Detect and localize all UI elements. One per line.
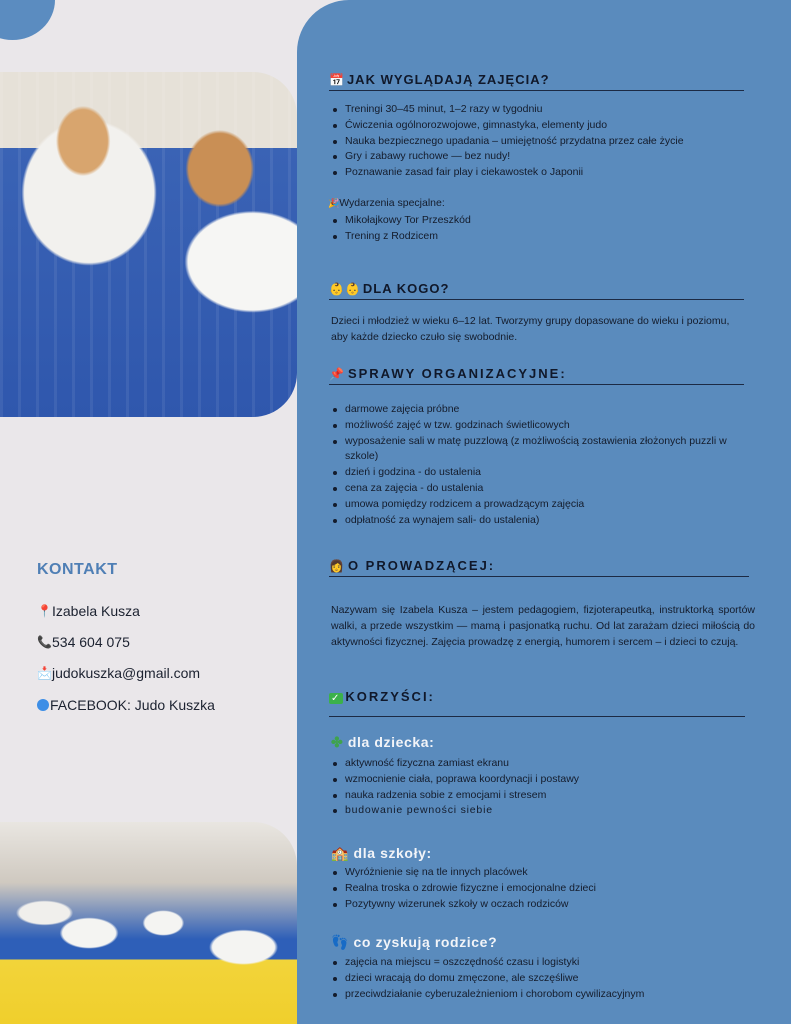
lessons-heading: [329, 72, 744, 91]
events-label-text: Wydarzenia specjalne:: [339, 197, 445, 209]
child-benefits-list: [331, 756, 751, 819]
calendar-icon: 📅: [329, 73, 345, 87]
list-item: Treningi 30–45 minut, 1–2 razy w tygodniu: [331, 102, 751, 118]
list-item: nauka radzenia sobie z emocjami i stresem: [331, 788, 751, 804]
phone-icon: 📞: [37, 635, 52, 649]
list-item: odpłatność za wynajem sali- do ustalenia): [331, 513, 731, 529]
pushpin-icon: 📌: [329, 367, 346, 381]
benefits-heading-text: KORZYŚCI:: [345, 689, 435, 704]
clover-icon: ✤: [331, 734, 344, 750]
list-item: Ćwiczenia ogólnorozwojowe, gimnastyka, elementy judo: [331, 118, 751, 134]
party-popper-icon: 🎉: [328, 198, 340, 208]
list-item: wzmocnienie ciała, poprawa koordynacji i postawy: [331, 772, 751, 788]
check-icon: ✓: [331, 693, 342, 704]
child-benefits-heading: [331, 734, 434, 751]
list-item: możliwość zajęć w tzw. godzinach świetlicowych: [331, 418, 731, 434]
school-benefits-list: [331, 865, 751, 912]
children-icon: 👶👶: [329, 282, 361, 296]
instructor-text: Nazywam się Izabela Kusza – jestem pedagogiem, fizjoterapeutką, instruktorką sportów walki, a przede wszystkim — mamą i pasjonatką ruchu. Od lat zarażam dzieci miłością do aktywności fizycznej. Zajęcia prowadzę z energią, humorem i sercem – i dzieci to czują.: [331, 604, 755, 648]
child-benefits-heading-text: dla dziecka:: [347, 734, 435, 750]
woman-icon: 👩: [329, 559, 346, 573]
contact-facebook[interactable]: [37, 697, 215, 713]
list-item: umowa pomiędzy rodzicem a prowadzącym zajęcia: [331, 497, 731, 513]
list-item: Pozytywny wizerunek szkoły w oczach rodziców: [331, 897, 751, 913]
parents-benefits-heading-text: co zyskują rodzice?: [353, 934, 498, 950]
benefits-heading: [329, 689, 745, 717]
instructor-heading: [329, 558, 749, 577]
contact-name-text: Izabela Kusza: [52, 603, 140, 619]
list-item: dzień i godzina - do ustalenia: [331, 465, 731, 481]
decorative-corner-shape: [0, 0, 55, 40]
list-item: budowanie pewności siebie: [331, 803, 751, 819]
organization-list: [331, 402, 731, 528]
list-item: Nauka bezpiecznego upadania – umiejętność przydatna przez całe życie: [331, 134, 751, 150]
audience-heading-text: DLA KOGO?: [362, 281, 450, 296]
list-item: Gry i zabawy ruchowe — bez nudy!: [331, 149, 751, 165]
lessons-list: [331, 102, 751, 181]
list-item: Wyróżnienie się na tle innych placówek: [331, 865, 751, 881]
school-benefits-heading: [331, 845, 432, 862]
instructor-heading-text: O PROWADZĄCEJ:: [347, 558, 496, 573]
list-item: Mikołajkowy Tor Przeszkód: [331, 213, 751, 229]
list-item: wyposażenie sali w matę puzzlową (z możliwością zostawienia złożonych puzzli w szkole): [331, 434, 731, 466]
footprints-icon: 👣: [331, 934, 350, 950]
parents-benefits-heading: [331, 934, 497, 951]
list-item: dzieci wracają do domu zmęczone, ale szczęśliwe: [331, 971, 751, 987]
organization-heading-text: SPRAWY ORGANIZACYJNE:: [347, 366, 567, 381]
pin-icon: 📍: [37, 604, 52, 618]
organization-heading: [329, 366, 744, 385]
judo-kids-photo: [0, 72, 297, 417]
list-item: aktywność fizyczna zamiast ekranu: [331, 756, 751, 772]
list-item: przeciwdziałanie cyberuzależnieniom i chorobom cywilizacyjnym: [331, 987, 751, 1003]
list-item: Realna troska o zdrowie fizyczne i emocjonalne dzieci: [331, 881, 751, 897]
audience-heading: [329, 281, 744, 300]
list-item: Trening z Rodzicem: [331, 229, 751, 245]
list-item: cena za zajęcia - do ustalenia: [331, 481, 731, 497]
contact-name: [37, 603, 140, 619]
contact-phone[interactable]: [37, 634, 130, 650]
blue-circle-icon: [37, 699, 49, 711]
events-label: [328, 197, 445, 209]
school-benefits-heading-text: dla szkoły:: [353, 845, 432, 861]
contact-email-text[interactable]: judokuszka@gmail.com: [52, 665, 201, 681]
list-item: zajęcia na miejscu = oszczędność czasu i logistyki: [331, 955, 751, 971]
contact-phone-text[interactable]: 534 604 075: [52, 634, 130, 650]
judo-class-photo: [0, 822, 297, 1024]
list-item: darmowe zajęcia próbne: [331, 402, 731, 418]
audience-text: Dzieci i młodzież w wieku 6–12 lat. Tworzymy grupy dopasowane do wieku i poziomu, aby każde dziecko czuło się swobodnie.: [331, 315, 730, 343]
lessons-heading-text: JAK WYGLĄDAJĄ ZAJĘCIA?: [346, 72, 550, 87]
contact-facebook-text[interactable]: FACEBOOK: Judo Kuszka: [50, 697, 215, 713]
envelope-icon: 📩: [37, 666, 52, 680]
events-list: [331, 213, 751, 245]
contact-email[interactable]: [37, 665, 200, 681]
school-icon: 🏫: [331, 845, 350, 861]
parents-benefits-list: [331, 955, 751, 1002]
list-item: Poznawanie zasad fair play i ciekawostek o Japonii: [331, 165, 751, 181]
contact-title: KONTAKT: [37, 561, 118, 578]
